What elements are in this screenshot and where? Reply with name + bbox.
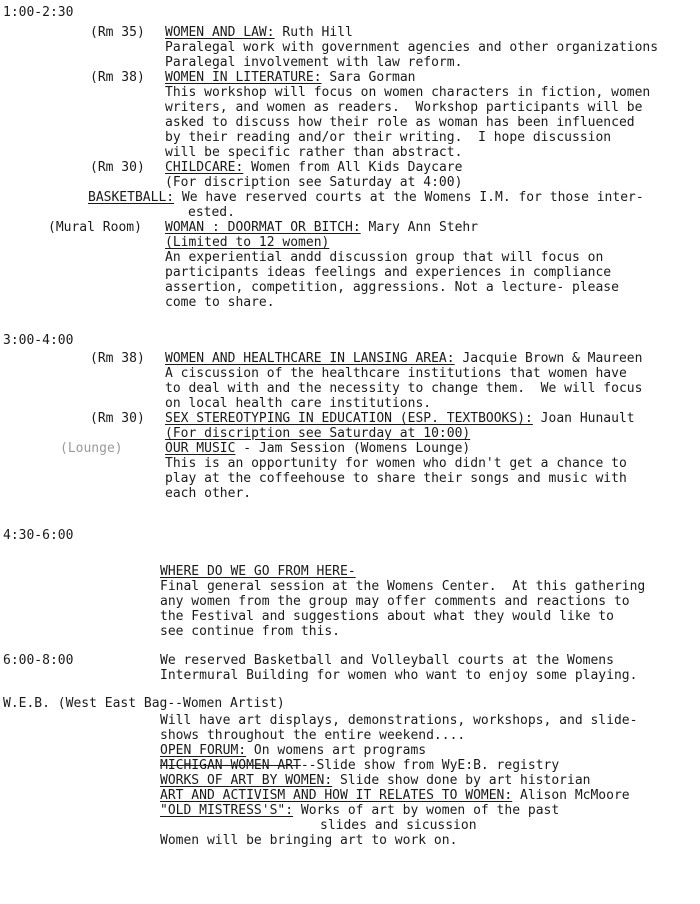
description-line: slides and sicussion: [320, 818, 477, 833]
description-line: assertion, competition, aggressions. Not a lecture- please: [165, 280, 619, 295]
web-works-of-art: [160, 774, 590, 789]
session-title: OPEN FORUM:: [160, 743, 247, 758]
description-line: participants ideas feelings and experiences in compliance: [165, 265, 612, 280]
description-line: Works of art by women of the past: [293, 803, 560, 818]
description-line: come to share.: [165, 295, 275, 310]
description-line: to deal with and the necessity to change them. We will focus: [165, 381, 643, 396]
session-title: WOMEN IN LITERATURE:: [165, 70, 322, 85]
session-title: WOMAN : DOORMAT OR BITCH:: [165, 220, 361, 235]
description-line: on local health care institutions.: [165, 396, 432, 411]
web-old-mistresses: [160, 804, 559, 819]
presenter: Alison McMoore: [512, 788, 630, 803]
presenter: Mary Ann Stehr: [360, 220, 479, 235]
room-label: (Rm 38): [90, 70, 145, 85]
session-title: ART AND ACTIVISM AND HOW IT RELATES TO WOMEN:: [160, 788, 513, 803]
presenter: Joan Hunault: [532, 411, 635, 426]
description-line: An experiential andd discussion group that will focus on: [165, 250, 604, 265]
description-line: the Festival and suggestions about what they would like to: [160, 609, 614, 624]
description-line: will be specific rather than abstract.: [165, 145, 463, 160]
web-open-forum: [160, 744, 426, 759]
description-line: A ciscussion of the healthcare institutions that women have: [165, 366, 627, 381]
session-title: OUR MUSIC: [165, 441, 236, 456]
session-women-law: [165, 26, 353, 41]
description-line: - Jam Session (Womens Lounge): [235, 441, 471, 456]
description-line: (For discription see Saturday at 10:00): [165, 426, 471, 441]
description-line: asked to discuss how their role as woman has been influenced: [165, 115, 635, 130]
session-healthcare: [165, 352, 642, 367]
room-label: (Rm 35): [90, 25, 145, 40]
session-title: WORKS OF ART BY WOMEN:: [160, 773, 333, 788]
room-label: (Rm 30): [90, 411, 145, 426]
room-label: (Mural Room): [48, 220, 142, 235]
description-line: We reserved Basketball and Volleyball courts at the Womens: [160, 653, 614, 668]
web-header: W.E.B. (West East Bag--Women Artist): [3, 696, 285, 711]
session-where-do-we-go: WHERE DO WE GO FROM HERE-: [160, 564, 356, 579]
description-line: shows throughout the entire weekend....: [160, 728, 466, 743]
description-line: Paralegal work with government agencies and other organizations: [165, 40, 659, 55]
session-title: CHILDCARE:: [165, 160, 244, 175]
description-line: Intermural Building for women who want to enjoy some playing.: [160, 668, 638, 683]
description-line: by their reading and/or their writing. I hope discussion: [165, 130, 612, 145]
description-line: Slide show done by art historian: [332, 773, 591, 788]
description-line: play at the coffeehouse to share their songs and music with: [165, 471, 627, 486]
room-label-faint: (Lounge): [60, 441, 123, 456]
description-line: Paralegal involvement with law reform.: [165, 55, 463, 70]
time-slot-1: 1:00-2:30: [3, 5, 74, 20]
time-slot-3: 4:30-6:00: [3, 528, 74, 543]
room-label: (Rm 38): [90, 351, 145, 366]
presenter: Women from All Kids Daycare: [243, 160, 463, 175]
web-art-activism: [160, 789, 630, 804]
time-slot-4: 6:00-8:00: [3, 653, 74, 668]
time-slot-2: 3:00-4:00: [3, 333, 74, 348]
description-line: any women from the group may offer comments and reactions to: [160, 594, 630, 609]
description-line: --Slide show from WyE:B. registry: [300, 758, 560, 773]
session-title: "OLD MISTRESS'S":: [160, 803, 294, 818]
description-line: This is an opportunity for women who didn't get a chance to: [165, 456, 627, 471]
description-line: Final general session at the Womens Center. At this gathering: [160, 579, 646, 594]
session-title: MICHIGAN-WOMEN ART: [160, 758, 301, 773]
description-line: Will have art displays, demonstrations, workshops, and slide-: [160, 713, 638, 728]
description-line: This workshop will focus on women characters in fiction, women: [165, 85, 651, 100]
session-women-literature: [165, 71, 415, 86]
session-music: [165, 442, 470, 457]
description-line: Women will be bringing art to work on.: [160, 833, 458, 848]
session-doormat: [165, 221, 478, 236]
web-michigan-women-art: [160, 759, 559, 774]
session-childcare: [165, 161, 462, 176]
description-line: see continue from this.: [160, 624, 341, 639]
session-basketball: [88, 191, 644, 206]
presenter: Sara Gorman: [321, 70, 416, 85]
session-title: WOMEN AND LAW:: [165, 25, 275, 40]
description-line: ested.: [188, 205, 235, 220]
session-title: WOMEN AND HEALTHCARE IN LANSING AREA:: [165, 351, 455, 366]
presenter: Jacquie Brown & Maureen: [454, 351, 643, 366]
description-line: writers, and women as readers. Workshop participants will be: [165, 100, 643, 115]
limit-note: (Limited to 12 women): [165, 235, 330, 250]
session-title: SEX STEREOTYPING IN EDUCATION (ESP. TEXTBOOKS):: [165, 411, 533, 426]
room-label: (Rm 30): [90, 160, 145, 175]
presenter: Ruth Hill: [274, 25, 353, 40]
description-line: We have reserved courts at the Womens I.M. for those inter-: [174, 190, 644, 205]
description-line: each other.: [165, 486, 252, 501]
description-line: On womens art programs: [246, 743, 427, 758]
session-title: BASKETBALL:: [88, 190, 175, 205]
description-line: (For discription see Saturday at 4:00): [165, 175, 463, 190]
session-stereotyping: [165, 412, 635, 427]
